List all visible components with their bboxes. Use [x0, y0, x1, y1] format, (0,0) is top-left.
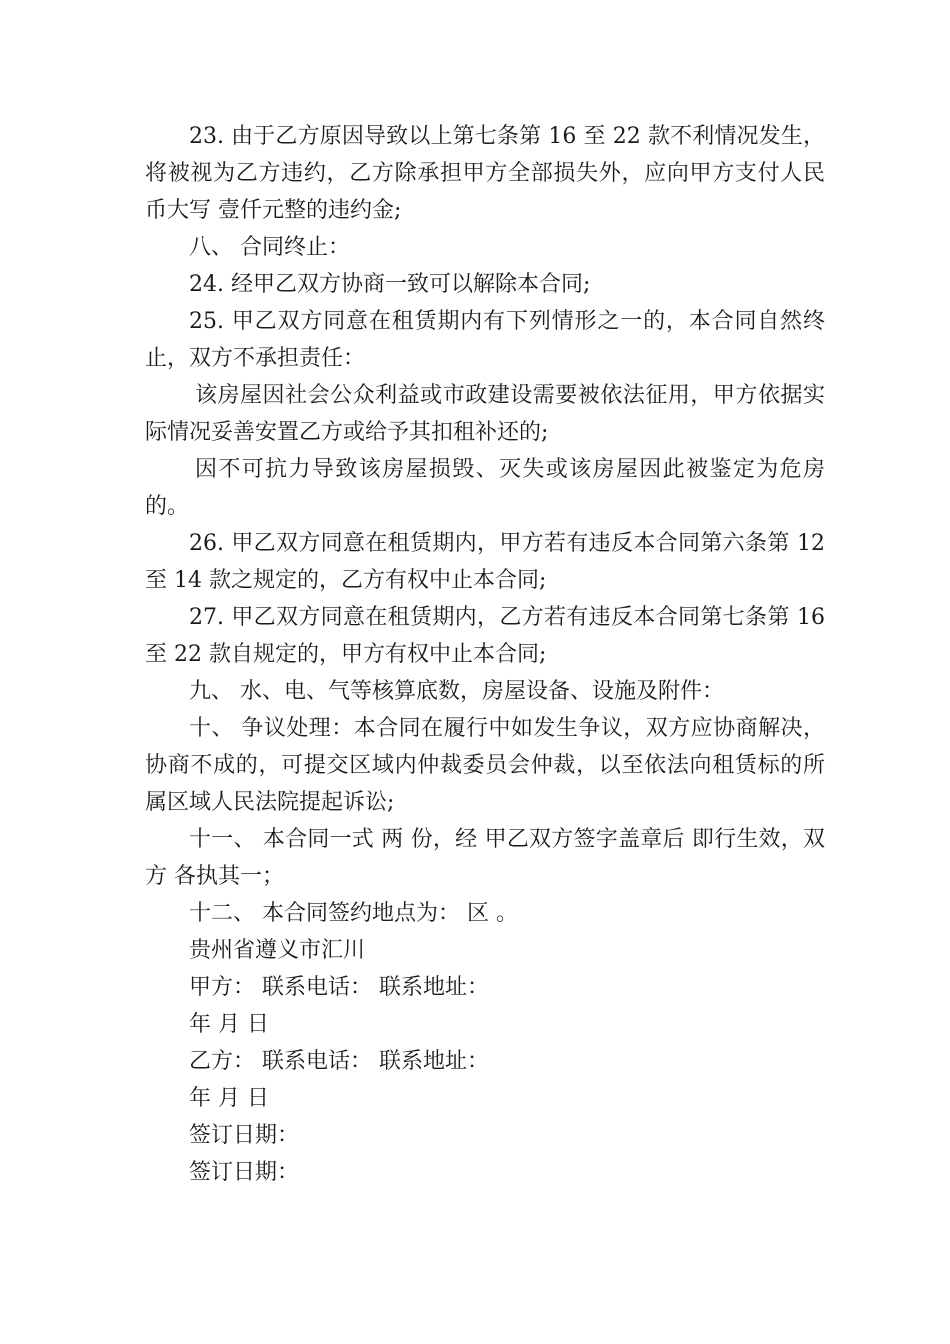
signing-date-1: 签订日期：: [189, 1123, 300, 1148]
clause-27: 27. 甲乙双方同意在租赁期内，乙方若有违反本合同第七条第 16 至 22 款自规定的，甲方有权中止本合同;: [145, 605, 825, 667]
clause-23: 23. 由于乙方原因导致以上第七条第 16 至 22 款不利情况发生，将被视为乙方违约，乙方除承担甲方全部损失外，应向甲方支付人民币大写 壹仟元整的违约金;: [145, 124, 825, 223]
clause-25-item-2: 因不可抗力导致该房屋损毁、灭失或该房屋因此被鉴定为危房的。: [145, 457, 825, 519]
section-12-location: 十二、 本合同签约地点为： 区 。: [189, 901, 518, 926]
clause-24: 24. 经甲乙双方协商一致可以解除本合同;: [189, 272, 591, 297]
section-8-heading: 八、 合同终止：: [189, 235, 350, 260]
clause-25: 25. 甲乙双方同意在租赁期内有下列情形之一的，本合同自然终止，双方不承担责任：: [145, 309, 825, 371]
clause-25-item-1: 该房屋因社会公众利益或市政建设需要被依法征用，甲方依据实际情况妥善安置乙方或给予其扣租补还的;: [145, 383, 825, 445]
party-a-date: 年 月 日: [189, 1012, 269, 1037]
section-9-heading: 九、 水、电、气等核算底数，房屋设备、设施及附件：: [189, 679, 724, 704]
party-a-line: 甲方： 联系电话： 联系地址：: [189, 975, 489, 1000]
signing-date-2: 签订日期：: [189, 1160, 300, 1185]
location-line: 贵州省遵义市汇川: [189, 938, 366, 963]
section-10-dispute: 十、 争议处理：本合同在履行中如发生争议，双方应协商解决，协商不成的，可提交区域内仲裁委员会仲裁，以至依法向租赁标的所属区域人民法院提起诉讼;: [145, 716, 825, 815]
clause-26: 26. 甲乙双方同意在租赁期内，甲方若有违反本合同第六条第 12 至 14 款之规定的，乙方有权中止本合同;: [145, 531, 825, 593]
party-b-line: 乙方： 联系电话： 联系地址：: [189, 1049, 489, 1074]
party-b-date: 年 月 日: [189, 1086, 269, 1111]
contract-body: [145, 118, 825, 1191]
section-11-copies: 十一、 本合同一式 两 份，经 甲乙双方签字盖章后 即行生效，双方 各执其一；: [145, 827, 825, 889]
